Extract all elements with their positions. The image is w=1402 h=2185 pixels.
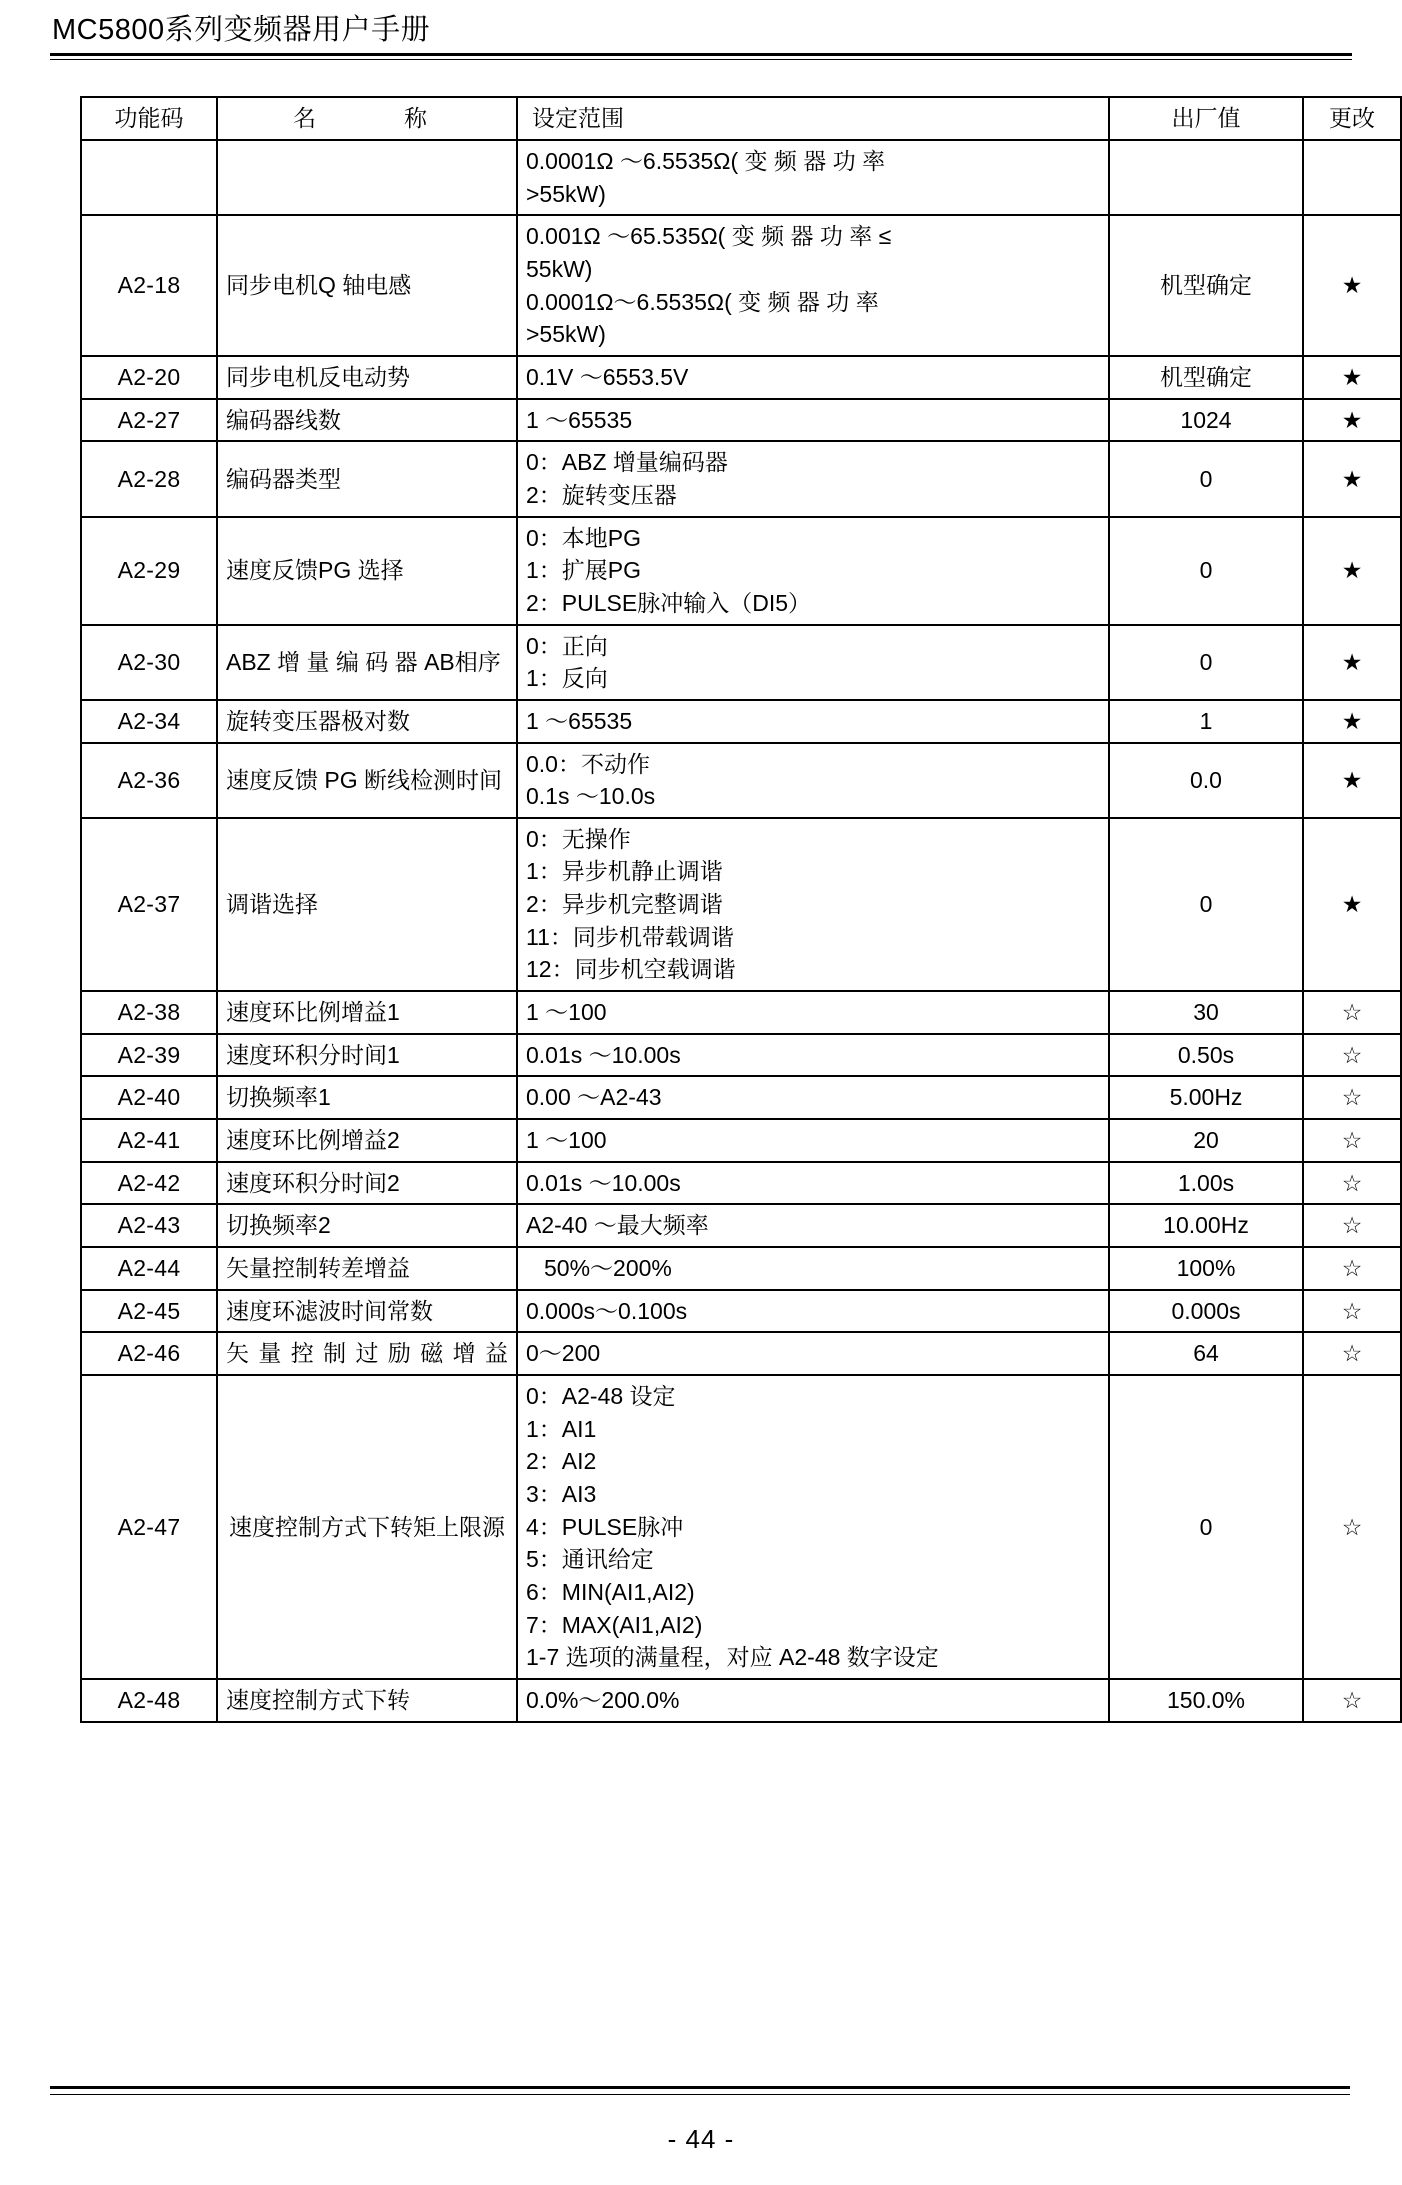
cell-name: 旋转变压器极对数 [217, 700, 517, 743]
range-line: 0.1s ～10.0s [526, 783, 656, 810]
cell-name: 速度控制方式下转矩上限源 [217, 1375, 517, 1679]
table-row [81, 818, 1401, 991]
cell-code: A2-44 [81, 1247, 217, 1290]
table-row [81, 1162, 1401, 1205]
cell-name: 速度反馈PG 选择 [217, 517, 517, 625]
cell-default: 20 [1109, 1119, 1303, 1162]
cell-modify: ★ [1303, 399, 1401, 442]
cell-range [517, 356, 1109, 399]
cell-code: A2-34 [81, 700, 217, 743]
table-row [81, 399, 1401, 442]
cell-range [517, 1679, 1109, 1722]
cell-range [517, 1034, 1109, 1077]
cell-name: 同步电机Q 轴电感 [217, 215, 517, 356]
cell-default: 0 [1109, 818, 1303, 991]
cell-name: 速度环比例增益1 [217, 991, 517, 1034]
cell-modify: ☆ [1303, 1162, 1401, 1205]
header-cell-modify: 更改 [1303, 97, 1401, 140]
cell-modify: ☆ [1303, 1375, 1401, 1679]
range-line: 0.01s ～10.00s [526, 1169, 681, 1196]
cell-code: A2-28 [81, 441, 217, 516]
cell-default: 1 [1109, 700, 1303, 743]
range-line: 12：同步机空载调谐 [526, 956, 736, 983]
cell-modify: ☆ [1303, 1247, 1401, 1290]
header-cell-name: 名 称 [217, 97, 517, 140]
cell-range [517, 140, 1109, 215]
range-line: 2：AI2 [526, 1448, 597, 1475]
range-line: 0.00 ～A2-43 [526, 1084, 662, 1111]
cell-modify: ☆ [1303, 1076, 1401, 1119]
header-cell-default: 出厂值 [1109, 97, 1303, 140]
cell-name: 切换频率1 [217, 1076, 517, 1119]
range-line: 11：同步机带载调谐 [526, 923, 734, 950]
cell-default: 机型确定 [1109, 215, 1303, 356]
cell-range [517, 1162, 1109, 1205]
page-number: - 44 - [667, 2124, 735, 2154]
cell-code: A2-38 [81, 991, 217, 1034]
range-line: 0～200 [526, 1340, 601, 1367]
table-row [81, 743, 1401, 818]
range-line: 2：异步机完整调谐 [526, 891, 723, 918]
cell-range [517, 517, 1109, 625]
cell-name: 编码器类型 [217, 441, 517, 516]
cell-default: 10.00Hz [1109, 1204, 1303, 1247]
cell-range [517, 215, 1109, 356]
cell-default: 0 [1109, 1375, 1303, 1679]
table-row [81, 700, 1401, 743]
range-line: 1 ～65535 [526, 707, 633, 734]
cell-range [517, 1119, 1109, 1162]
cell-modify: ★ [1303, 700, 1401, 743]
range-line: 0.000s～0.100s [526, 1297, 688, 1324]
cell-range [517, 399, 1109, 442]
cell-name: 同步电机反电动势 [217, 356, 517, 399]
range-line: 0.0001Ω～6.5535Ω( 变 频 器 功 率 [526, 288, 879, 315]
cell-default: 1024 [1109, 399, 1303, 442]
table-row [81, 215, 1401, 356]
cell-default: 30 [1109, 991, 1303, 1034]
table-row [81, 441, 1401, 516]
cell-name [217, 140, 517, 215]
cell-range [517, 625, 1109, 700]
range-line: 2：旋转变压器 [526, 481, 677, 508]
cell-modify [1303, 140, 1401, 215]
cell-default: 0 [1109, 517, 1303, 625]
cell-code: A2-40 [81, 1076, 217, 1119]
table-header-row [81, 97, 1401, 140]
range-line: 1：反向 [526, 665, 608, 692]
cell-modify: ★ [1303, 743, 1401, 818]
cell-range [517, 700, 1109, 743]
cell-code: A2-30 [81, 625, 217, 700]
page-header [30, 0, 1372, 47]
range-line: 1-7 选项的满量程，对应 A2-48 数字设定 [526, 1644, 939, 1671]
table-row [81, 1204, 1401, 1247]
cell-modify: ★ [1303, 517, 1401, 625]
cell-default: 0.000s [1109, 1290, 1303, 1333]
footer-divider-thick [50, 2086, 1350, 2089]
cell-modify: ☆ [1303, 1034, 1401, 1077]
table-row [81, 1034, 1401, 1077]
table-row [81, 1290, 1401, 1333]
cell-name: 矢量控制过励磁增益 [217, 1332, 517, 1375]
cell-default [1109, 140, 1303, 215]
cell-code: A2-18 [81, 215, 217, 356]
cell-code: A2-37 [81, 818, 217, 991]
table-row [81, 1119, 1401, 1162]
cell-default: 1.00s [1109, 1162, 1303, 1205]
cell-default: 机型确定 [1109, 356, 1303, 399]
cell-name: 速度环积分时间2 [217, 1162, 517, 1205]
range-line: 0.0001Ω ～6.5535Ω( 变 频 器 功 率 [526, 148, 886, 174]
range-line: 2：PULSE脉冲输入（DI5） [526, 589, 812, 616]
cell-range [517, 1204, 1109, 1247]
cell-code: A2-41 [81, 1119, 217, 1162]
cell-modify: ★ [1303, 356, 1401, 399]
cell-modify: ☆ [1303, 1679, 1401, 1722]
cell-name: 调谐选择 [217, 818, 517, 991]
cell-code: A2-46 [81, 1332, 217, 1375]
cell-modify: ★ [1303, 818, 1401, 991]
range-line: 0.001Ω ～65.535Ω( 变 频 器 功 率 ≤ [526, 223, 892, 250]
range-line: 4：PULSE脉冲 [526, 1513, 684, 1540]
cell-range [517, 1290, 1109, 1333]
header-divider-thin [50, 59, 1352, 60]
cell-default: 0.50s [1109, 1034, 1303, 1077]
footer-divider-thin [50, 2094, 1350, 2095]
parameter-table-wrapper [80, 96, 1375, 1722]
range-line: 1：AI1 [526, 1415, 597, 1442]
cell-modify: ☆ [1303, 1204, 1401, 1247]
table-row [81, 517, 1401, 625]
range-line: 1：扩展PG [526, 557, 642, 584]
range-line: 0：A2-48 设定 [526, 1383, 676, 1409]
cell-default: 5.00Hz [1109, 1076, 1303, 1119]
cell-range [517, 1076, 1109, 1119]
cell-modify: ★ [1303, 441, 1401, 516]
table-row [81, 1247, 1401, 1290]
cell-range [517, 1332, 1109, 1375]
range-line: 0：本地PG [526, 524, 642, 551]
cell-range [517, 743, 1109, 818]
cell-default: 0.0 [1109, 743, 1303, 818]
table-row [81, 356, 1401, 399]
range-line: 1 ～65535 [526, 406, 633, 433]
range-line: 7：MAX(AI1,AI2) [526, 1611, 703, 1638]
cell-name: ABZ 增 量 编 码 器 AB相序 [217, 625, 517, 700]
range-line: 55kW) [526, 255, 593, 282]
header-divider-thick [50, 53, 1352, 56]
cell-name: 速度反馈 PG 断线检测时间 [217, 743, 517, 818]
cell-range [517, 1375, 1109, 1679]
range-line: 1：异步机静止调谐 [526, 858, 723, 885]
cell-modify: ☆ [1303, 991, 1401, 1034]
range-line: >55kW) [526, 180, 606, 207]
cell-code: A2-43 [81, 1204, 217, 1247]
cell-default: 0 [1109, 441, 1303, 516]
cell-name: 切换频率2 [217, 1204, 517, 1247]
range-line: 6：MIN(AI1,AI2) [526, 1578, 695, 1605]
range-line: 3：AI3 [526, 1480, 597, 1507]
range-line: A2-40 ～最大频率 [526, 1212, 709, 1239]
cell-modify: ☆ [1303, 1290, 1401, 1333]
cell-modify: ☆ [1303, 1332, 1401, 1375]
cell-default: 150.0% [1109, 1679, 1303, 1722]
range-line: 1 ～100 [526, 1127, 607, 1154]
table-row [81, 1679, 1401, 1722]
range-line: 1 ～100 [526, 999, 607, 1026]
cell-range [517, 991, 1109, 1034]
table-row [81, 1076, 1401, 1119]
cell-name: 速度控制方式下转 [217, 1679, 517, 1722]
range-line: 0.1V ～6553.5V [526, 363, 689, 390]
range-line: 0：ABZ 增量编码器 [526, 449, 728, 476]
cell-modify: ★ [1303, 215, 1401, 356]
cell-code: A2-47 [81, 1375, 217, 1679]
range-line: 0.0%～200.0% [526, 1686, 680, 1713]
range-line: 0：正向 [526, 632, 608, 659]
cell-code: A2-39 [81, 1034, 217, 1077]
cell-code: A2-29 [81, 517, 217, 625]
range-line: 50%～200% [544, 1255, 672, 1282]
cell-range [517, 1247, 1109, 1290]
cell-code: A2-48 [81, 1679, 217, 1722]
cell-modify: ☆ [1303, 1119, 1401, 1162]
table-row [81, 1332, 1401, 1375]
table-row [81, 1375, 1401, 1679]
cell-code: A2-20 [81, 356, 217, 399]
cell-range [517, 441, 1109, 516]
cell-code: A2-36 [81, 743, 217, 818]
cell-name: 编码器线数 [217, 399, 517, 442]
range-line: 0.01s ～10.00s [526, 1041, 681, 1068]
range-line: 5：通讯给定 [526, 1546, 654, 1573]
manual-title: MC5800系列变频器用户手册 [52, 14, 431, 46]
cell-code: A2-27 [81, 399, 217, 442]
cell-code [81, 140, 217, 215]
cell-modify: ★ [1303, 625, 1401, 700]
cell-range [517, 818, 1109, 991]
parameter-table [80, 96, 1402, 1722]
range-line: >55kW) [526, 321, 606, 348]
cell-name: 速度环积分时间1 [217, 1034, 517, 1077]
cell-code: A2-42 [81, 1162, 217, 1205]
range-line: 0：无操作 [526, 825, 631, 852]
cell-code: A2-45 [81, 1290, 217, 1333]
table-row [81, 140, 1401, 215]
table-row [81, 625, 1401, 700]
cell-default: 0 [1109, 625, 1303, 700]
cell-default: 100% [1109, 1247, 1303, 1290]
header-cell-range: 设定范围 [517, 97, 1109, 140]
cell-name: 速度环比例增益2 [217, 1119, 517, 1162]
range-line: 0.0：不动作 [526, 750, 650, 777]
cell-name: 矢量控制转差增益 [217, 1247, 517, 1290]
header-cell-code: 功能码 [81, 97, 217, 140]
table-row [81, 991, 1401, 1034]
cell-default: 64 [1109, 1332, 1303, 1375]
cell-name: 速度环滤波时间常数 [217, 1290, 517, 1333]
